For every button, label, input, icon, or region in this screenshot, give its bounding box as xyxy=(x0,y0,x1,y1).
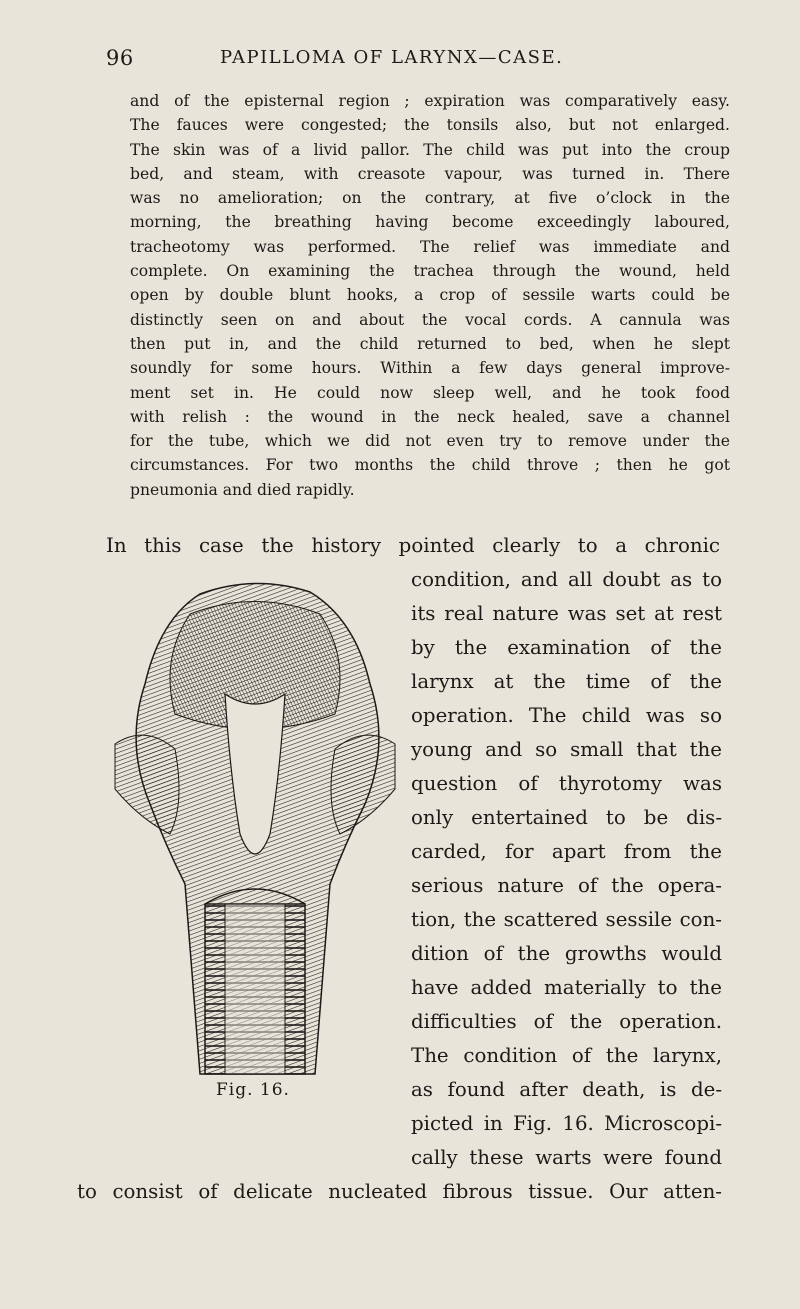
text-line: The skin was of a livid pallor. The child was put into the croup xyxy=(130,140,730,159)
text-line: complete. On examining the trachea through the wound, held xyxy=(130,262,730,281)
text-line: difficulties of the operation. xyxy=(411,1010,722,1033)
text-line: was no amelioration; on the contrary, at five o’clock in the xyxy=(130,189,730,208)
text-line: larynx at the time of the xyxy=(411,670,722,693)
text-line: open by double blunt hooks, a crop of sessile warts could be xyxy=(130,286,730,305)
text-line: operation. The child was so xyxy=(411,704,722,727)
text-line: distinctly seen on and about the vocal cords. A cannula was xyxy=(130,310,730,329)
text-line: carded, for apart from the xyxy=(411,840,722,863)
text-line: have added materially to the xyxy=(411,976,722,999)
text-line: bed, and steam, with creasote vapour, was turned in. There xyxy=(130,164,730,183)
text-line: pneumonia and died rapidly. xyxy=(130,480,355,499)
text-line: question of thyrotomy was xyxy=(411,772,722,795)
text-line: serious nature of the opera- xyxy=(411,874,722,897)
text-line: young and so small that the xyxy=(411,738,722,761)
text-line: The fauces were congested; the tonsils also, but not enlarged. xyxy=(130,116,730,135)
text-line: tion, the scattered sessile con- xyxy=(411,908,722,931)
text-line: for the tube, which we did not even try to remove under the xyxy=(130,432,730,451)
text-line: as found after death, is de- xyxy=(411,1078,722,1101)
text-line: cally these warts were found xyxy=(411,1146,722,1169)
text-line: circumstances. For two months the child throve ; then he got xyxy=(130,456,730,475)
text-line: with relish : the wound in the neck healed, save a channel xyxy=(130,407,730,426)
text-line: to consist of delicate nucleated fibrous tissue. Our atten- xyxy=(77,1180,722,1203)
running-head: PAPILLOMA OF LARYNX—CASE. xyxy=(220,47,564,68)
larynx-illustration xyxy=(105,574,405,1094)
text-line: soundly for some hours. Within a few days general improve- xyxy=(130,359,730,378)
text-line: condition, and all doubt as to xyxy=(411,568,722,591)
text-line: by the examination of the xyxy=(411,636,722,659)
text-line: picted in Fig. 16. Microscopi- xyxy=(411,1112,722,1135)
text-line: only entertained to be dis- xyxy=(411,806,722,829)
page-number: 96 xyxy=(106,46,134,70)
text-line: tracheotomy was performed. The relief was immediate and xyxy=(130,237,730,256)
text-line: ment set in. He could now sleep well, and he took food xyxy=(130,383,730,402)
text-line: and of the episternal region ; expiration was comparatively easy. xyxy=(130,92,730,110)
text-line: morning, the breathing having become exceedingly laboured, xyxy=(130,213,730,232)
text-line: dition of the growths would xyxy=(411,942,722,965)
figure-caption: Fig. 16. xyxy=(216,1080,290,1100)
text-line: The condition of the larynx, xyxy=(411,1044,722,1067)
text-line: then put in, and the child returned to bed, when he slept xyxy=(130,334,730,353)
text-line: In this case the history pointed clearly to a chronic xyxy=(106,534,720,557)
text-line: its real nature was set at rest xyxy=(411,602,722,625)
